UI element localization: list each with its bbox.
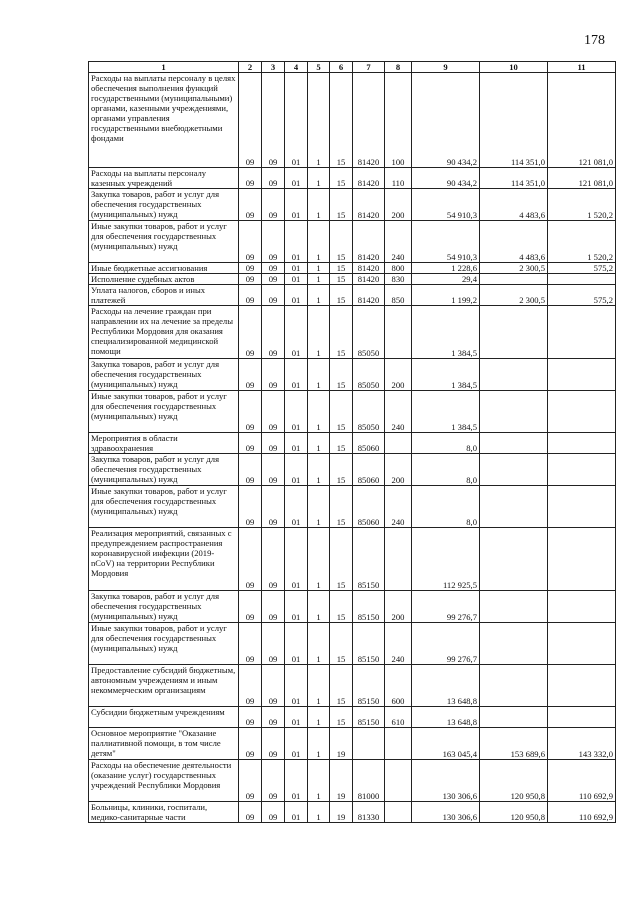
subprogram-code: 1 <box>308 221 330 263</box>
item-name: Реализация мероприятий, связанных с предупреждением распространения коронавирусной инфекции (2019-nCoV) на территории Республики Мордовия <box>89 528 239 591</box>
subsection-code: 09 <box>262 391 285 433</box>
expense-type-code: 830 <box>385 274 412 285</box>
program-code: 01 <box>285 263 308 274</box>
table-row <box>89 189 616 221</box>
subsection-code: 09 <box>262 221 285 263</box>
amount-col9: 130 306,6 <box>412 760 480 802</box>
table-row <box>89 168 616 189</box>
column-header: 5 <box>308 62 330 73</box>
expense-type-code <box>385 433 412 454</box>
expense-type-code <box>385 760 412 802</box>
section-code: 09 <box>239 359 262 391</box>
amount-col10 <box>480 274 548 285</box>
table-row <box>89 359 616 391</box>
amount-col11: 110 692,9 <box>548 760 616 802</box>
table-row <box>89 221 616 263</box>
table-row <box>89 665 616 707</box>
amount-col9: 99 276,7 <box>412 591 480 623</box>
direction-code: 81420 <box>353 285 385 306</box>
amount-col10 <box>480 665 548 707</box>
amount-col9: 99 276,7 <box>412 623 480 665</box>
table-row <box>89 528 616 591</box>
program-code: 01 <box>285 168 308 189</box>
event-code: 19 <box>330 802 353 823</box>
amount-col9: 112 925,5 <box>412 528 480 591</box>
amount-col11: 1 520,2 <box>548 221 616 263</box>
amount-col9: 130 306,6 <box>412 802 480 823</box>
direction-code: 81420 <box>353 168 385 189</box>
amount-col10 <box>480 486 548 528</box>
subprogram-code: 1 <box>308 760 330 802</box>
program-code: 01 <box>285 359 308 391</box>
amount-col11: 110 692,9 <box>548 802 616 823</box>
amount-col10: 4 483,6 <box>480 221 548 263</box>
expense-type-code: 850 <box>385 285 412 306</box>
subsection-code: 09 <box>262 760 285 802</box>
header-row <box>89 62 616 73</box>
event-code: 15 <box>330 528 353 591</box>
item-name: Иные закупки товаров, работ и услуг для обеспечения государственных (муниципальных) нужд <box>89 486 239 528</box>
program-code: 01 <box>285 707 308 728</box>
section-code: 09 <box>239 168 262 189</box>
amount-col11 <box>548 528 616 591</box>
amount-col11: 121 081,0 <box>548 168 616 189</box>
program-code: 01 <box>285 73 308 168</box>
item-name: Расходы на выплаты персоналу казенных учреждений <box>89 168 239 189</box>
event-code: 15 <box>330 665 353 707</box>
section-code: 09 <box>239 623 262 665</box>
direction-code: 85060 <box>353 454 385 486</box>
item-name: Предоставление субсидий бюджетным, автономным учреждениям и иным некоммерческим организациям <box>89 665 239 707</box>
amount-col11 <box>548 359 616 391</box>
amount-col10: 120 950,8 <box>480 760 548 802</box>
item-name: Расходы на обеспечение деятельности (оказание услуг) государственных учреждений Республики Мордовия <box>89 760 239 802</box>
amount-col9: 1 384,5 <box>412 306 480 359</box>
direction-code: 85050 <box>353 359 385 391</box>
program-code: 01 <box>285 285 308 306</box>
subprogram-code: 1 <box>308 802 330 823</box>
direction-code: 85150 <box>353 528 385 591</box>
section-code: 09 <box>239 802 262 823</box>
section-code: 09 <box>239 454 262 486</box>
item-name: Закупка товаров, работ и услуг для обеспечения государственных (муниципальных) нужд <box>89 359 239 391</box>
program-code: 01 <box>285 454 308 486</box>
column-header: 4 <box>285 62 308 73</box>
program-code: 01 <box>285 189 308 221</box>
program-code: 01 <box>285 306 308 359</box>
item-name: Иные закупки товаров, работ и услуг для обеспечения государственных (муниципальных) нужд <box>89 623 239 665</box>
amount-col11 <box>548 665 616 707</box>
column-header: 11 <box>548 62 616 73</box>
subprogram-code: 1 <box>308 168 330 189</box>
amount-col11: 121 081,0 <box>548 73 616 168</box>
item-name: Расходы на выплаты персоналу в целях обеспечения выполнения функций государственными (муниципальными) органами, казенными учреждениями, органами управления государственными внебюджетными фондами <box>89 73 239 168</box>
subprogram-code: 1 <box>308 189 330 221</box>
budget-table <box>88 61 616 823</box>
program-code: 01 <box>285 391 308 433</box>
item-name: Основное мероприятие "Оказание паллиативной помощи, в том числе детям" <box>89 728 239 760</box>
amount-col9: 90 434,2 <box>412 168 480 189</box>
section-code: 09 <box>239 528 262 591</box>
event-code: 15 <box>330 189 353 221</box>
amount-col10 <box>480 454 548 486</box>
subprogram-code: 1 <box>308 665 330 707</box>
expense-type-code: 200 <box>385 359 412 391</box>
event-code: 15 <box>330 623 353 665</box>
expense-type-code: 200 <box>385 591 412 623</box>
expense-type-code: 600 <box>385 665 412 707</box>
item-name: Субсидии бюджетным учреждениям <box>89 707 239 728</box>
program-code: 01 <box>285 802 308 823</box>
program-code: 01 <box>285 486 308 528</box>
item-name: Закупка товаров, работ и услуг для обеспечения государственных (муниципальных) нужд <box>89 454 239 486</box>
subprogram-code: 1 <box>308 274 330 285</box>
amount-col9: 13 648,8 <box>412 707 480 728</box>
program-code: 01 <box>285 623 308 665</box>
table-row <box>89 433 616 454</box>
column-header: 9 <box>412 62 480 73</box>
table-row <box>89 285 616 306</box>
subprogram-code: 1 <box>308 728 330 760</box>
event-code: 15 <box>330 433 353 454</box>
expense-type-code <box>385 306 412 359</box>
direction-code: 81420 <box>353 189 385 221</box>
amount-col10: 153 689,6 <box>480 728 548 760</box>
amount-col10: 2 300,5 <box>480 263 548 274</box>
amount-col9: 1 228,6 <box>412 263 480 274</box>
amount-col11 <box>548 433 616 454</box>
amount-col10 <box>480 433 548 454</box>
expense-type-code: 100 <box>385 73 412 168</box>
item-name: Исполнение судебных актов <box>89 274 239 285</box>
event-code: 15 <box>330 168 353 189</box>
item-name: Иные бюджетные ассигнования <box>89 263 239 274</box>
section-code: 09 <box>239 263 262 274</box>
amount-col11 <box>548 454 616 486</box>
subsection-code: 09 <box>262 728 285 760</box>
section-code: 09 <box>239 433 262 454</box>
program-code: 01 <box>285 274 308 285</box>
section-code: 09 <box>239 486 262 528</box>
amount-col9: 54 910,3 <box>412 189 480 221</box>
column-header: 7 <box>353 62 385 73</box>
item-name: Мероприятия в области здравоохранения <box>89 433 239 454</box>
amount-col10 <box>480 623 548 665</box>
event-code: 15 <box>330 707 353 728</box>
amount-col11 <box>548 306 616 359</box>
event-code: 15 <box>330 591 353 623</box>
subprogram-code: 1 <box>308 306 330 359</box>
amount-col9: 8,0 <box>412 433 480 454</box>
subsection-code: 09 <box>262 591 285 623</box>
amount-col11 <box>548 623 616 665</box>
subprogram-code: 1 <box>308 433 330 454</box>
amount-col9: 29,4 <box>412 274 480 285</box>
event-code: 15 <box>330 306 353 359</box>
section-code: 09 <box>239 391 262 433</box>
section-code: 09 <box>239 665 262 707</box>
subsection-code: 09 <box>262 285 285 306</box>
amount-col10: 120 950,8 <box>480 802 548 823</box>
item-name: Уплата налогов, сборов и иных платежей <box>89 285 239 306</box>
item-name: Закупка товаров, работ и услуг для обеспечения государственных (муниципальных) нужд <box>89 591 239 623</box>
subprogram-code: 1 <box>308 528 330 591</box>
column-header: 8 <box>385 62 412 73</box>
event-code: 15 <box>330 454 353 486</box>
direction-code: 85050 <box>353 306 385 359</box>
amount-col9: 8,0 <box>412 486 480 528</box>
table-row <box>89 707 616 728</box>
section-code: 09 <box>239 221 262 263</box>
event-code: 15 <box>330 285 353 306</box>
subsection-code: 09 <box>262 73 285 168</box>
item-name: Закупка товаров, работ и услуг для обеспечения государственных (муниципальных) нужд <box>89 189 239 221</box>
page-number: 178 <box>584 33 605 48</box>
table-row <box>89 263 616 274</box>
expense-type-code: 240 <box>385 486 412 528</box>
expense-type-code <box>385 802 412 823</box>
program-code: 01 <box>285 221 308 263</box>
subprogram-code: 1 <box>308 454 330 486</box>
direction-code: 81420 <box>353 221 385 263</box>
subprogram-code: 1 <box>308 707 330 728</box>
column-header: 1 <box>89 62 239 73</box>
program-code: 01 <box>285 528 308 591</box>
section-code: 09 <box>239 306 262 359</box>
direction-code: 85150 <box>353 665 385 707</box>
direction-code: 81420 <box>353 274 385 285</box>
subsection-code: 09 <box>262 168 285 189</box>
expense-type-code: 200 <box>385 454 412 486</box>
item-name: Больницы, клиники, госпитали, медико-санитарные части <box>89 802 239 823</box>
direction-code: 81420 <box>353 73 385 168</box>
direction-code: 85060 <box>353 486 385 528</box>
column-header: 10 <box>480 62 548 73</box>
amount-col11 <box>548 391 616 433</box>
column-header: 3 <box>262 62 285 73</box>
subsection-code: 09 <box>262 433 285 454</box>
section-code: 09 <box>239 591 262 623</box>
subsection-code: 09 <box>262 274 285 285</box>
expense-type-code: 240 <box>385 391 412 433</box>
section-code: 09 <box>239 274 262 285</box>
section-code: 09 <box>239 760 262 802</box>
section-code: 09 <box>239 285 262 306</box>
table-body <box>89 73 616 823</box>
amount-col9: 13 648,8 <box>412 665 480 707</box>
table-row <box>89 802 616 823</box>
amount-col10 <box>480 306 548 359</box>
amount-col9: 54 910,3 <box>412 221 480 263</box>
direction-code: 85150 <box>353 623 385 665</box>
subsection-code: 09 <box>262 189 285 221</box>
table-row <box>89 306 616 359</box>
column-header: 2 <box>239 62 262 73</box>
item-name: Расходы на лечение граждан при направлении их на лечение за пределы Республики Мордовия для оказания специализированной медицинской помощи <box>89 306 239 359</box>
event-code: 19 <box>330 760 353 802</box>
event-code: 15 <box>330 73 353 168</box>
column-header: 6 <box>330 62 353 73</box>
subsection-code: 09 <box>262 528 285 591</box>
expense-type-code: 110 <box>385 168 412 189</box>
program-code: 01 <box>285 760 308 802</box>
direction-code: 81420 <box>353 263 385 274</box>
table-header <box>89 62 616 73</box>
subsection-code: 09 <box>262 802 285 823</box>
subsection-code: 09 <box>262 486 285 528</box>
event-code: 15 <box>330 486 353 528</box>
direction-code <box>353 728 385 760</box>
amount-col9: 8,0 <box>412 454 480 486</box>
section-code: 09 <box>239 73 262 168</box>
table-row <box>89 274 616 285</box>
amount-col9: 90 434,2 <box>412 73 480 168</box>
subprogram-code: 1 <box>308 591 330 623</box>
subprogram-code: 1 <box>308 623 330 665</box>
table-row <box>89 760 616 802</box>
amount-col11 <box>548 707 616 728</box>
section-code: 09 <box>239 189 262 221</box>
item-name: Иные закупки товаров, работ и услуг для обеспечения государственных (муниципальных) нужд <box>89 221 239 263</box>
direction-code: 81330 <box>353 802 385 823</box>
expense-type-code: 200 <box>385 189 412 221</box>
amount-col9: 163 045,4 <box>412 728 480 760</box>
section-code: 09 <box>239 728 262 760</box>
event-code: 15 <box>330 221 353 263</box>
direction-code: 85050 <box>353 391 385 433</box>
subsection-code: 09 <box>262 359 285 391</box>
amount-col11: 575,2 <box>548 285 616 306</box>
event-code: 15 <box>330 274 353 285</box>
amount-col10: 4 483,6 <box>480 189 548 221</box>
expense-type-code <box>385 728 412 760</box>
subsection-code: 09 <box>262 306 285 359</box>
expense-type-code: 240 <box>385 623 412 665</box>
amount-col10: 114 351,0 <box>480 73 548 168</box>
amount-col9: 1 384,5 <box>412 359 480 391</box>
item-name: Иные закупки товаров, работ и услуг для обеспечения государственных (муниципальных) нужд <box>89 391 239 433</box>
table-row <box>89 486 616 528</box>
subprogram-code: 1 <box>308 285 330 306</box>
amount-col11: 1 520,2 <box>548 189 616 221</box>
subprogram-code: 1 <box>308 391 330 433</box>
event-code: 15 <box>330 391 353 433</box>
event-code: 19 <box>330 728 353 760</box>
amount-col10 <box>480 591 548 623</box>
program-code: 01 <box>285 728 308 760</box>
subprogram-code: 1 <box>308 359 330 391</box>
event-code: 15 <box>330 263 353 274</box>
amount-col11 <box>548 274 616 285</box>
amount-col10 <box>480 359 548 391</box>
expense-type-code: 610 <box>385 707 412 728</box>
program-code: 01 <box>285 591 308 623</box>
amount-col11 <box>548 486 616 528</box>
subprogram-code: 1 <box>308 263 330 274</box>
table-row <box>89 391 616 433</box>
amount-col10: 114 351,0 <box>480 168 548 189</box>
subprogram-code: 1 <box>308 73 330 168</box>
expense-type-code: 240 <box>385 221 412 263</box>
subsection-code: 09 <box>262 454 285 486</box>
table-row <box>89 454 616 486</box>
subsection-code: 09 <box>262 623 285 665</box>
subprogram-code: 1 <box>308 486 330 528</box>
amount-col10 <box>480 391 548 433</box>
amount-col10: 2 300,5 <box>480 285 548 306</box>
expense-type-code: 800 <box>385 263 412 274</box>
direction-code: 85150 <box>353 707 385 728</box>
amount-col11: 575,2 <box>548 263 616 274</box>
table-row <box>89 73 616 168</box>
table-row <box>89 591 616 623</box>
program-code: 01 <box>285 665 308 707</box>
amount-col11: 143 332,0 <box>548 728 616 760</box>
amount-col10 <box>480 528 548 591</box>
subsection-code: 09 <box>262 707 285 728</box>
amount-col10 <box>480 707 548 728</box>
direction-code: 85150 <box>353 591 385 623</box>
subsection-code: 09 <box>262 263 285 274</box>
direction-code: 85060 <box>353 433 385 454</box>
direction-code: 81000 <box>353 760 385 802</box>
program-code: 01 <box>285 433 308 454</box>
event-code: 15 <box>330 359 353 391</box>
table-row <box>89 623 616 665</box>
amount-col9: 1 199,2 <box>412 285 480 306</box>
subsection-code: 09 <box>262 665 285 707</box>
amount-col11 <box>548 591 616 623</box>
expense-type-code <box>385 528 412 591</box>
table-row <box>89 728 616 760</box>
section-code: 09 <box>239 707 262 728</box>
amount-col9: 1 384,5 <box>412 391 480 433</box>
